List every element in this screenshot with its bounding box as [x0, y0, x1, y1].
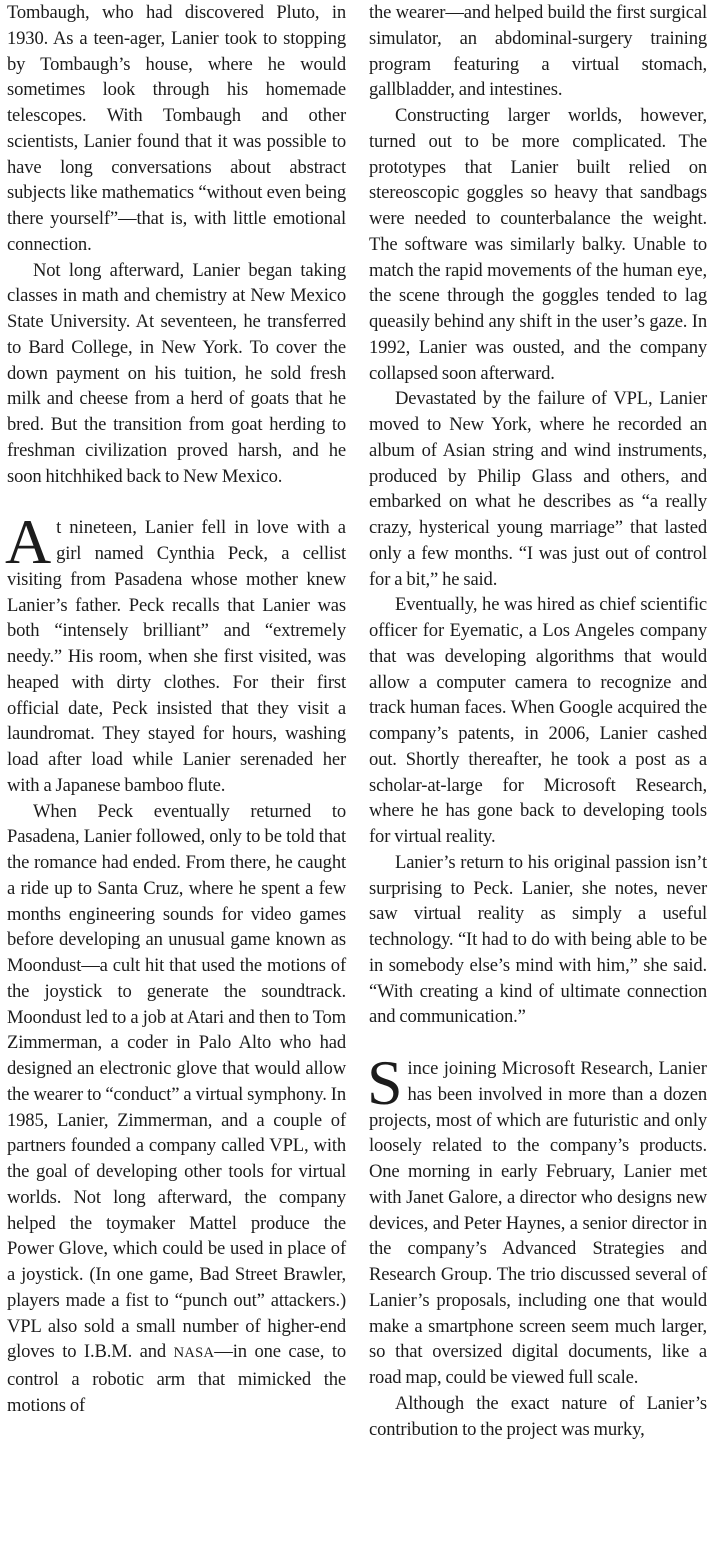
paragraph-cynthia-peck	[5, 506, 346, 798]
paragraph-college: Not long afterward, Lanier began taking classes in math and chemistry at New Mexico State University. At seventeen, he transferred to Bard College, in New York. To cover the down payment on his tuition, he sold fresh milk and cheese from a herd of goats that he bred. But the transition from goat herding to freshman civilization proved harsh, and he soon hitchhiked back to New Mexico.	[7, 259, 346, 487]
paragraph-microsoft-research	[367, 1047, 707, 1391]
paragraph-vpl-founding	[7, 799, 346, 1419]
paragraph-new-york: Devastated by the failure of VPL, Lanier moved to New York, where he recorded an album of Asian string and wind instruments, produced by Philip Glass and others, and embarked on what he describes as “a really crazy, hysterical young marriage” that lasted only a few months. “I was just out of control for a bit,” he said.	[369, 388, 707, 590]
drop-cap-letter: S	[367, 1047, 403, 1118]
left-column	[7, 0, 346, 1419]
paragraph-contribution: Although the exact nature of Lanier’s contribution to the project was murky,	[369, 1392, 707, 1440]
paragraph-eyematic: Eventually, he was hired as chief scientific officer for Eyematic, a Los Angeles company that was developing algorithms that would allow a computer camera to recognize and track human faces. When Google acquired the company’s patents, in 2006, Lanier cashed out. Shortly thereafter, he took a post as a scholar-at-large for Microsoft Research, where he has gone back to developing tools for virtual reality.	[369, 594, 707, 847]
drop-cap-letter: A	[5, 506, 52, 578]
paragraph-vpl-text-b: —in one case, to control a robotic arm that mimicked the motions of	[7, 1341, 346, 1416]
paragraph-microsoft-research-text: ince joining Microsoft Research, Lanier has been involved in more than a dozen projects, most of which are futuristic and only loosely related to the company’s products. One morning in early February, Lanier met with Janet Galore, a director who designs new devices, and Peter Haynes, a senior director in the company’s Advanced Strategies and Research Group. The trio discussed several of Lanier’s proposals, including one that would make a smartphone screen seem much larger, so that oversized digital documents, like a road map, could be viewed full scale.	[369, 1058, 707, 1388]
paragraph-larger-worlds: Constructing larger worlds, however, turned out to be more complicated. The prototypes that Lanier built relied on stereoscopic goggles so heavy that sandbags were needed to counterbalance the weight. The software was similarly balky. Unable to match the rapid movements of the human eye, the scene through the goggles tended to lag queasily behind any shift in the user’s gaze. In 1992, Lanier was ousted, and the company collapsed soon afterward.	[369, 105, 707, 384]
paragraph-original-passion: Lanier’s return to his original passion isn’t surprising to Peck. Lanier, she notes, never saw virtual reality as simply a useful technology. “It had to do with being able to be in somebody else’s mind with him,” she said. “With creating a kind of ultimate connection and communication.”	[369, 851, 707, 1028]
paragraph-tombaugh: Tombaugh, who had discovered Pluto, in 1930. As a teen-ager, Lanier took to stopping by Tombaugh’s house, where he would sometimes look through his homemade telescopes. With Tombaugh and other scientists, Lanier found that it was possible to have long conversations about abstract subjects like mathematics “without even being there yourself”—that is, with little emotional connection.	[7, 2, 346, 255]
paragraph-cynthia-peck-text: t nineteen, Lanier fell in love with a girl named Cynthia Peck, a cellist visiting from Pasadena whose mother knew Lanier’s father. Peck recalls that Lanier was both “intensely brilliant” and “extremely needy.” His room, when she first visited, was heaped with dirty clothes. For their first official date, Peck insisted that they visit a laundromat. They stayed for hours, washing load after load while Lanier serenaded her with a Japanese bamboo flute.	[7, 517, 346, 796]
acronym-nasa: NASA	[173, 1345, 215, 1362]
paragraph-surgical-simulator: the wearer—and helped build the first surgical simulator, an abdominal-surgery training program featuring a virtual stomach, gallbladder, and intestines.	[369, 2, 707, 101]
paragraph-vpl-text-a: When Peck eventually returned to Pasadena, Lanier followed, only to be told that the romance had ended. From there, he caught a ride up to Santa Cruz, where he spent a few months engineering sounds for video games before developing an unusual game known as Moondust—a cult hit that used the motions of the joystick to generate the soundtrack. Moondust led to a job at Atari and then to Tom Zimmerman, a coder in Palo Alto who had designed an electronic glove that would allow the wearer to “conduct” a virtual symphony. In 1985, Lanier, Zimmerman, and a couple of partners founded a company called VPL, with the goal of developing other tools for virtual worlds. Not long afterward, the company helped the toymaker Mattel produce the Power Glove, which could be used in place of a joystick. (In one game, Bad Street Brawler, players made a fist to “punch out” attackers.) VPL also sold a small number of higher-end gloves to I.B.M. and	[7, 800, 346, 1363]
right-column	[369, 0, 707, 1442]
